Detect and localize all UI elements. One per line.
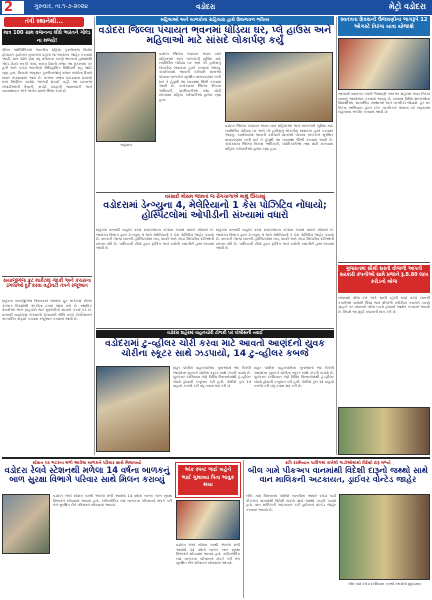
column-divider <box>243 460 244 598</box>
tiranga-headline: સ્વતંત્રતા દિવસની ઉજવણીના ભાગરૂપે 12 ઓગસ્ટે તિરંગા યાત્રા યોજાશે <box>338 16 430 36</box>
liquor-kicker: રાત્રિ દરમિયાન પાર્કિંગમાં રાખેલી ગાડીઓમાંથી વિદેશી દારૂ મળ્યો <box>285 460 391 465</box>
top-story-body: વડોદરા જિલ્લા પંચાયત ભવન ખાતે મહિલાઓ અને બાળકોની સુવિધા માટે નવનિર્મિત ઘોડિયા ઘર અને પ્લે હાઉસનું લોકાર્પણ સાંસદના હસ્તે કરવામાં આવ્યું. કાર્યાલયમાં આવતી કર્મચારી માતાઓ પોતાના બાળકોને સુરક્ષિત વાતાવરણમાં રાખી શકે તે હેતુથી આ વ્યવસ્થા ઊભી કરવામાં આવી છે. કાર્યક્રમમાં જિલ્લા વિકાસ અધિકારી, પદાધિકારીઓ તથા મોટી સંખ્યામાં મહિલા કર્મચારીઓ હાજર રહ્યા હતા. <box>159 52 221 102</box>
health-story <box>96 194 334 326</box>
power-body: રાજ્યમાં વીજ દરો અંગે ચાલી રહેલી ચર્ચા વચ્ચે ખાનગી કંપનીઓ પાસેથી ઊંચા ભાવે વીજળી ખરીદીના કરારોને કારણે ગ્રાહકો પર વધારાનો બોજ પડતો હોવાનો આક્ષેપ કરવામાં આવ્યો છે. વિપક્ષે આ મુદ્દે તપાસની માંગ કરી છે. <box>338 296 430 314</box>
divider <box>96 328 334 329</box>
divider <box>2 276 92 277</box>
issue-date: ગુરુવાર, તા.૧-૭-૨૦૨૪ <box>34 3 89 10</box>
market-body: શહેરના સયાજીગંજ વિસ્તારમાં આવેલા ફ્રૂટ માર્કેટમાં છેલ્લા કેટલાક દિવસોથી ગંદકીના ઢગલા જોવા મળે છે. સ્થાનિક વેપારીઓ અને ગ્રાહકોને ભારે મુશ્કેલીનો સામનો કરવો પડે છે. વરસાદી માહોલમાં રોગચાળો ફેલાવાની ભીતિ વચ્ચે કોર્પોરેશનને તાત્કાલિક સફાઈ કરાવવા રજૂઆત કરવામાં આવી છે. <box>2 299 92 322</box>
liquor-caption: બીલ ગામે દરોડા દરમિયાન કબજે કરાયેલો મુદ્દામાલ <box>347 582 422 586</box>
power-photo <box>338 407 430 455</box>
top-story-photo-2 <box>225 52 333 122</box>
top-story-body-2: વડોદરા જિલ્લા પંચાયત ભવન ખાતે મહિલાઓ અને બાળકોની સુવિધા માટે નવનિર્મિત ઘોડિયા ઘર અને પ્લે હાઉસનું લોકાર્પણ સાંસદના હસ્તે કરવામાં આવ્યું. કાર્યાલયમાં આવતી કર્મચારી માતાઓ પોતાના બાળકોને સુરક્ષિત વાતાવરણમાં રાખી શકે તે હેતુથી આ વ્યવસ્થા ઊભી કરવામાં આવી છે. કાર્યક્રમમાં જિલ્લા વિકાસ અધિકારી, પદાધિકારીઓ તથા મોટી સંખ્યામાં મહિલા કર્મચારીઓ હાજર રહ્યા હતા. <box>225 124 333 151</box>
health-kicker: વરસાદી મોસમ જામતાં જ રોગચાળાએ માથું ઊંચક્યું <box>164 195 266 200</box>
health-headline: વડોદરામાં ડેન્ગ્યુના 4, મેલેરિયાનો 1 કેસ પોઝિટિવ નોંધાયો; હોસ્પિટલોમાં ઓપીડીની સંખ્યામાં વધારો <box>103 200 327 221</box>
tiranga-story <box>338 16 430 260</box>
liquor-headline: બીલ ગામે પીકઅપ વાનમાંથી વિદેશી દારૂનો જથ્થો સાથે વાન માલિકની અટકાયત, ડ્રાઈવર વોન્ટેડ જાહેર <box>247 465 429 484</box>
child-story <box>2 460 172 598</box>
top-story-photo <box>96 52 156 142</box>
newspaper-brand: મેટ્રો વડોદરા <box>388 2 426 11</box>
editorial-headline: માત્ર 100 ગ્રામ વજનના લીધે ભારતને ગોલ્ડ ના મળ્યો! <box>3 30 91 44</box>
child-photo <box>2 494 50 554</box>
crime-story <box>96 330 334 454</box>
crime-kicker: વડોદરા શહેરમાં વાહનચોરી ટોળકી પર પોલીસની તવાઈ <box>96 330 334 338</box>
center-box: અંક સ્પષ્ટ ભાઈ બહેને ભાઈ ગુમાવ્યા પિતા ભાવુક થયા <box>176 463 240 497</box>
liquor-body: બીલ ગામ વિસ્તારમાં પોલીસે બાતમીના આધારે દરોડો પાડી પીકઅપ વાનમાંથી વિદેશી દારૂનો મોટો જથ્થો ઝડપી પાડ્યો હતો. વાન માલિકની અટકાયત કરી ડ્રાઈવરને વોન્ટેડ જાહેર કરવામાં આવ્યો છે. <box>246 494 336 512</box>
divider <box>2 457 430 459</box>
top-story <box>96 16 334 190</box>
liquor-story <box>246 460 430 598</box>
editorial-body: પેરિસ ઓલિમ્પિકમાં ભારતીય મહિલા કુસ્તીબાજ વિનેશ ફોગાટને ફાઈનલ મુકાબલા પહેલાં જ અયોગ્ય જાહેર કરવામાં આવી. માત્ર 100 ગ્રામ વધુ વજનના કારણે ભારતના હાથમાંથી ગોલ્ડ મેડલ સરકી ગયો. સમગ્ર દેશની નજર આ મુકાબલા પર હતી અને કરોડો ભારતીયો ઐતિહાસિક સિદ્ધિની રાહ જોઈ રહ્યા હતા. નિયમો અનુસાર કુસ્તીબાજોનું વજન સ્પર્ધાના દિવસે સવારે તપાસવામાં આવે છે. રાતભર વજન ઘટાડવાના પ્રયાસો છતાં નિર્ધારિત મર્યાદા જાળવી શકાઈ નહીં. આ ઘટનાએ ખેલાડીઓની તૈયારી, સપોર્ટ સ્ટાફની જવાબદારી અને વ્યવસ્થાપન અંગે અનેક પ્રશ્નો ઊભા કર્યા છે. <box>2 48 92 94</box>
top-story-headline: વડોદરા જિલ્લા પંચાયત ભવનમાં ધોડિયા ઘર, પ્લે હાઉસ અને મહિલાઓ માટે સાંસદે લોકાર્પણ કર્યું <box>98 25 332 47</box>
top-story-kicker: મહિલાઓ અને બાળકોના સહિયારા હાથે ઉજ્જવળ ભવિષ્ય <box>96 16 334 25</box>
crime-body-2: શહેર પોલીસે વાહનચોરીના ગુનાઓનો ભેદ ઉકેલી આણંદના યુવકને ચોરીના સ્કૂટર સાથે ઝડપી પાડ્યો છે. પૂછપરછ દરમિયાન તેણે વિવિધ વિસ્તારોમાંથી ટુ-વ્હીલર ચોર્યા હોવાની કબૂલાત કરી હતી. પોલીસે કુલ 14 વાહનો કબજે કરી વધુ તપાસ શરૂ કરી છે. <box>254 366 334 389</box>
column-divider <box>336 17 337 455</box>
editorial-tag: તંત્રી સ્થાનેથી... <box>4 17 84 27</box>
divider <box>96 192 334 193</box>
crime-headline: વડોદરામાં ટુ-વ્હીલર ચોરી કરવા માટે આવતો આણંદનો યુવક ચોરીના સ્કૂટર સાથે ઝડપાયો, 14 ટુ-વ્હીલર કબજે <box>105 338 325 359</box>
child-headline: વડોદરા રેલવે સ્ટેશનથી મળેલા 14 વર્ષના બાળકનું બાળ સુરક્ષા વિભાગે પરિવાર સાથે મિલન કરાવ્યું <box>4 465 170 484</box>
child-body: વડોદરા રેલવે સ્ટેશન પરથી એકલો મળી આવેલો 14 વર્ષનો બાળક બાળ સુરક્ષા વિભાગને સોંપવામાં આવ્યો હતો. કાઉન્સેલિંગ બાદ બાળકના પરિવારનો સંપર્ક કરી તેને સુરક્ષિત રીતે પરિવારને સોંપવામાં આવ્યો. <box>53 494 172 508</box>
tiranga-body: આગામી સ્વાતંત્ર્ય પર્વની ઉજવણી અંતર્ગત શહેરમાં ભવ્ય તિરંગા યાત્રાનું આયોજન કરવામાં આવ્યું છે. યાત્રામાં વિવિધ શાળાઓના વિદ્યાર્થીઓ, સામાજિક સંસ્થાઓ અને નાગરિકો જોડાશે. હર ઘર તિરંગા અભિયાન હેઠળ દરેક નાગરિકને પોતાના ઘરે રાષ્ટ્રધ્વજ લહેરાવવા અપીલ કરવામાં આવી છે. <box>338 92 430 115</box>
page-number: 2 <box>2 1 24 14</box>
column-divider <box>94 17 95 455</box>
child-kicker: સ્ટેશન પર ભટકતા મળી આવેલા બાળકને પરિવાર સાથે મિલાવાયો <box>32 460 142 465</box>
power-headline: ગુજરાતમાં સૌથી સસ્તી વીજળી આપતી સરકારી કંપનીઓ સામે પ્રજાને રૂ.8.80 લાખ કરોડનો બોજ <box>338 265 430 293</box>
health-body: શહેરમાં વરસાદી માહોલ વચ્ચે મચ્છરજન્ય રોગોના કેસમાં વધારો નોંધાયો છે. આરોગ્ય વિભાગ દ્વારા ડેન્ગ્યુના 4 અને મેલેરિયાનો 1 કેસ પોઝિટિવ જાહેર કરાયો છે. સરકારી તેમજ ખાનગી હોસ્પિટલોમાં તાવ, શરદી અને ઝાડા ઊલટીના દર્દીઓની સંખ્યા વધી છે. પાલિકાની ટીમો દ્વારા ફોગિંગ અને સર્વેની કામગીરી હાથ ધરવામાં આવી છે. <box>96 228 214 251</box>
crime-photo <box>96 366 170 452</box>
market-story <box>2 279 92 449</box>
center-body: વડોદરા રેલવે સ્ટેશન પરથી એકલો મળી આવેલો 14 વર્ષનો બાળક બાળ સુરક્ષા વિભાગને સોંપવામાં આવ્યો હતો. કાઉન્સેલિંગ બાદ બાળકના પરિવારનો સંપર્ક કરી તેને સુરક્ષિત રીતે પરિવારને સોંપવામાં આવ્યો. <box>176 543 240 566</box>
tiranga-photo <box>338 38 430 90</box>
crime-body: શહેર પોલીસે વાહનચોરીના ગુનાઓનો ભેદ ઉકેલી આણંદના યુવકને ચોરીના સ્કૂટર સાથે ઝડપી પાડ્યો છે. પૂછપરછ દરમિયાન તેણે વિવિધ વિસ્તારોમાંથી ટુ-વ્હીલર ચોર્યા હોવાની કબૂલાત કરી હતી. પોલીસે કુલ 14 વાહનો કબજે કરી વધુ તપાસ શરૂ કરી છે. <box>173 366 251 389</box>
page-header <box>0 0 432 15</box>
divider <box>338 262 430 263</box>
family-photo <box>176 500 240 540</box>
top-story-caption: અહેવાલ <box>120 143 132 147</box>
liquor-photo <box>339 494 430 580</box>
health-body-2: શહેરમાં વરસાદી માહોલ વચ્ચે મચ્છરજન્ય રોગોના કેસમાં વધારો નોંધાયો છે. આરોગ્ય વિભાગ દ્વારા ડેન્ગ્યુના 4 અને મેલેરિયાનો 1 કેસ પોઝિટિવ જાહેર કરાયો છે. સરકારી તેમજ ખાનગી હોસ્પિટલોમાં તાવ, શરદી અને ઝાડા ઊલટીના દર્દીઓની સંખ્યા વધી છે. પાલિકાની ટીમો દ્વારા ફોગિંગ અને સર્વેની કામગીરી હાથ ધરવામાં આવી છે. <box>216 228 334 251</box>
market-headline: સયાજીગંજ ફ્રૂટ માર્કેટમાં ગંદકી અને કચરાના ઢગલાઓ દૂર કરવા વહીવટી તંત્રને રજૂઆત <box>3 279 91 290</box>
editorial-section <box>2 17 92 275</box>
power-story <box>338 265 430 455</box>
city-name: વડોદરા <box>196 3 216 11</box>
